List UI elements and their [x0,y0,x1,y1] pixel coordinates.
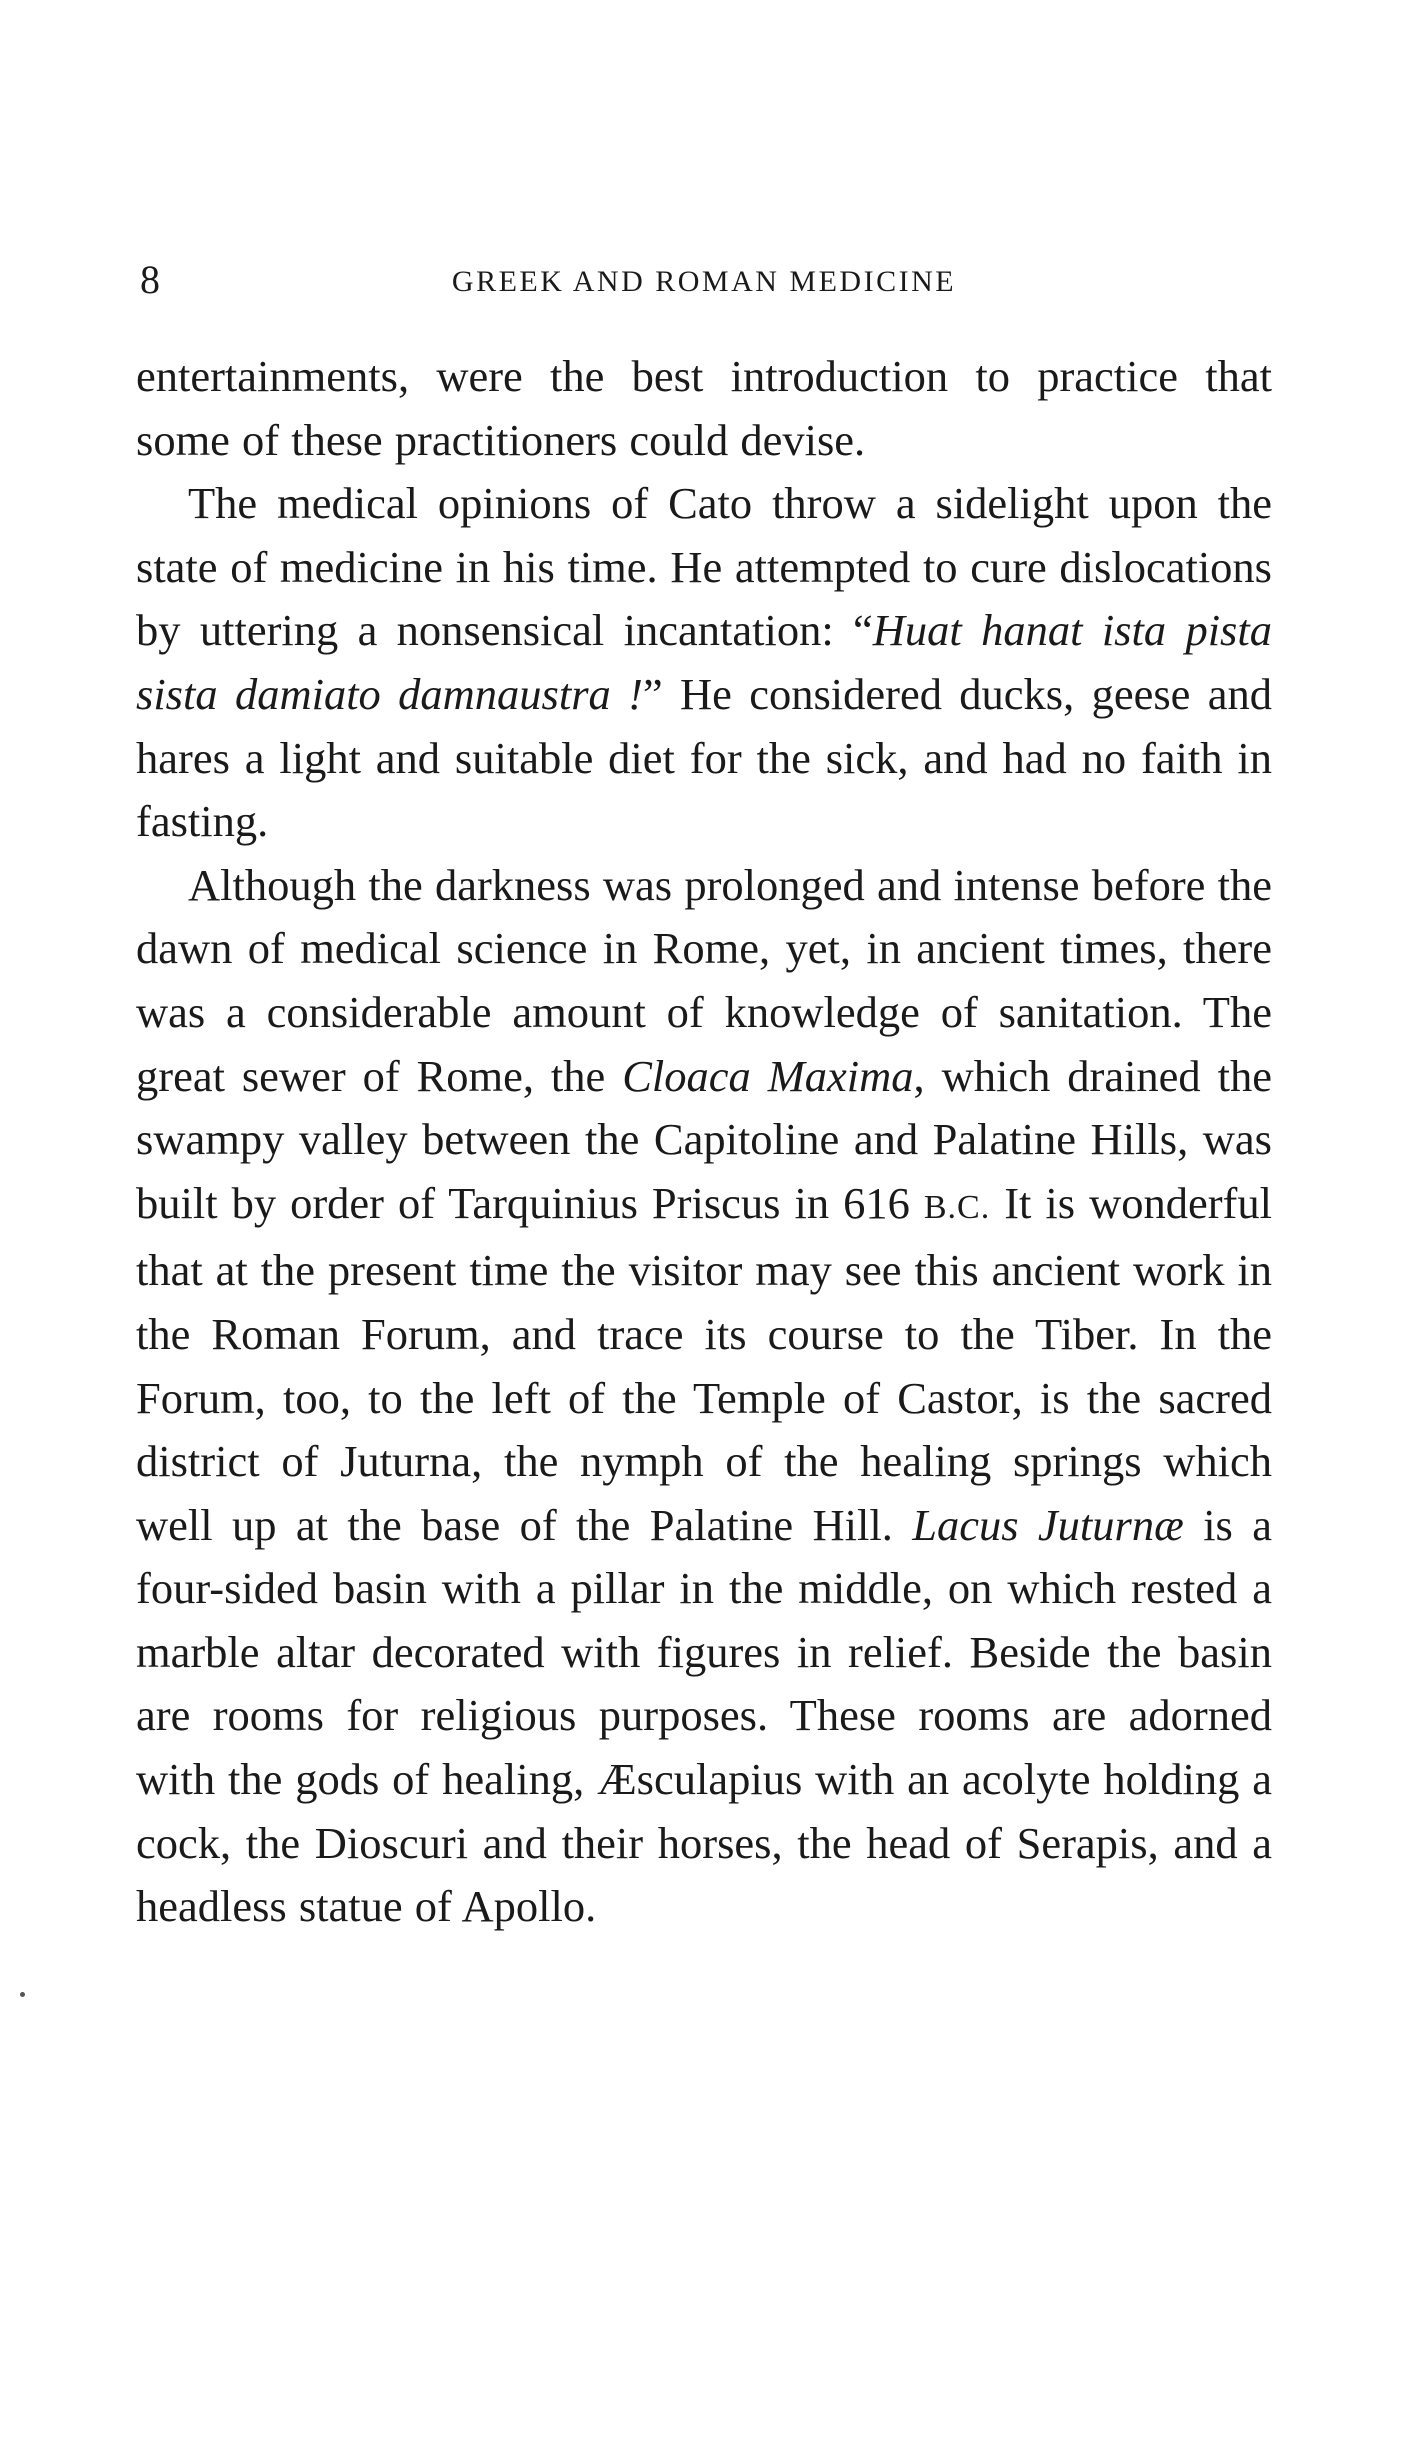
paragraph-continuation [136,345,1272,472]
running-head [136,256,1272,304]
sanitation-text-2: , which drained the swampy valley between the Capitoline and Palatine Hills, was built by order of Tarquinius Priscus in 616 [136,1050,1272,1228]
sanitation-text-4: is a four-sided basin with a pillar in the middle, on which rested a marble altar decorated with figures in relief. Beside the basin are rooms for religious purposes. These rooms are adorned with the gods of healing, Æsculapius with an acolyte holding a cock, the Dioscuri and their horses, the head of Serapis, and a headless statue of Apollo. [136,1499,1273,1932]
page-number: 8 [140,257,160,302]
paragraph-sanitation [136,854,1272,1939]
incantation-quote: Huat hanat ista pista sista damiato damnaustra ! [136,605,1272,719]
cloaca-maxima-term: Cloaca Maxima [622,1050,914,1101]
cato-text-after: ” He considered ducks, geese and hares a light and suitable diet for the sick, and had no faith in fasting. [136,668,1272,847]
sanitation-text-1: Although the darkness was prolonged and intense before the dawn of medical science in Rome, yet, in ancient times, there was a considerable amount of knowledge of sanitation. The great sewer of Rome, the [136,859,1272,1101]
lacus-juturnae-term: Lacus Juturnæ [912,1499,1184,1550]
body-text [136,345,1272,1939]
paragraph-cato [136,472,1272,854]
cato-text-before: The medical opinions of Cato throw a sidelight upon the state of medicine in his time. He attempted to cure dislocations by uttering a nonsensical incantation: “ [136,478,1272,656]
scan-speck [20,1992,25,1997]
sanitation-text-3: It is wonderful that at the present time the visitor may see this ancient work in the Roman Forum, and trace its course to the Tiber. In the Forum, too, to the left of the Temple of Castor, is the sacred district of Juturna, the nymph of the healing springs which well up at the base of the Palatine Hill. [136,1177,1272,1550]
era-abbreviation: B.C. [923,1188,991,1226]
running-title: GREEK AND ROMAN MEDICINE [451,265,957,298]
paragraph-text: entertainments, were the best introduction to practice that some of these practitioners could devise. [136,351,1272,465]
